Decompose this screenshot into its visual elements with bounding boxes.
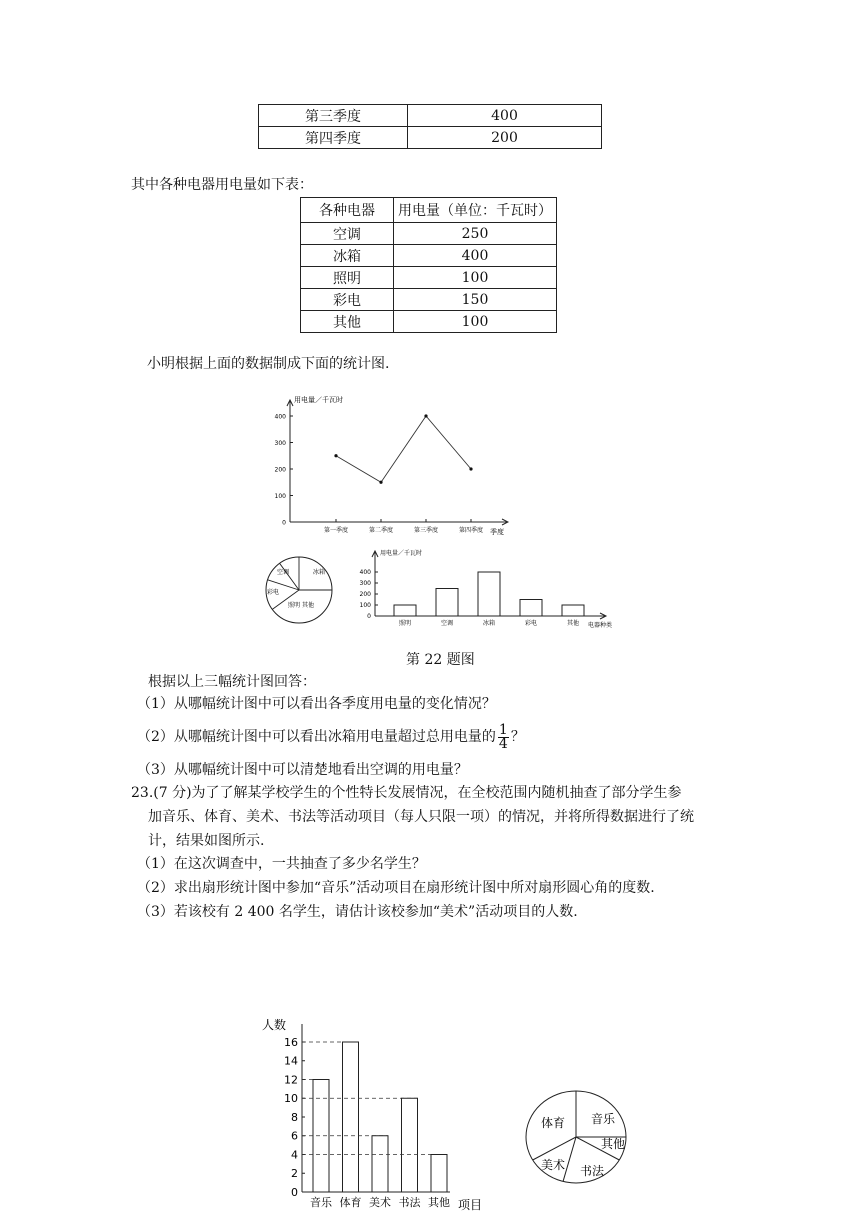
x-axis-label: 电器种类 bbox=[588, 622, 613, 629]
question-23-1: （1）在这次调查中，一共抽查了多少名学生？ bbox=[137, 856, 426, 872]
y-tick-label: 400 bbox=[359, 569, 371, 577]
table-cell: 100 bbox=[394, 311, 557, 333]
pie-slice-label: 空调 bbox=[276, 569, 290, 576]
table-cell: 100 bbox=[394, 267, 557, 289]
table-cell: 400 bbox=[394, 245, 557, 267]
x-tick-label: 照明 bbox=[398, 620, 412, 627]
y-axis-label: 人数 bbox=[262, 1018, 287, 1032]
data-point bbox=[334, 454, 337, 457]
pie-slice-label: 其他 bbox=[301, 602, 315, 609]
fraction-denominator: 4 bbox=[498, 735, 508, 752]
pie-slice-label: 其他 bbox=[600, 1137, 626, 1151]
appliance-bar-chart bbox=[350, 545, 620, 635]
y-tick-label: 100 bbox=[359, 602, 371, 610]
table-cell: 其他 bbox=[301, 311, 394, 333]
y-tick-label: 300 bbox=[274, 440, 286, 447]
pie-slice-label: 照明 bbox=[287, 602, 301, 609]
appliance-pie-chart bbox=[255, 552, 360, 627]
appliance-table bbox=[300, 197, 557, 333]
question-text: （2）从哪幅统计图中可以看出冰箱用电量超过总用电量的 bbox=[137, 729, 496, 745]
x-tick-label: 第四季度 bbox=[458, 527, 484, 534]
bar bbox=[394, 605, 416, 616]
question-23-text: 23.(7 分)为了了解某学校学生的个性特长发展情况，在全校范围内随机抽查了部分学生参 bbox=[131, 785, 682, 801]
table-header: 各种电器 bbox=[301, 198, 394, 223]
x-tick-label: 体育 bbox=[339, 1196, 362, 1209]
data-point bbox=[379, 481, 382, 484]
question-lead: 根据以上三幅统计图回答： bbox=[148, 674, 316, 690]
series-line bbox=[336, 416, 471, 482]
table-row bbox=[301, 311, 557, 333]
y-tick-label: 0 bbox=[282, 519, 286, 527]
question-23-text: 加音乐、体育、美术、书法等活动项目（每人只限一项）的情况，并将所得数据进行了统 bbox=[148, 809, 694, 825]
question-23-text: 计，结果如图所示. bbox=[148, 833, 265, 849]
pie-slice-edge bbox=[533, 1137, 576, 1160]
x-tick-label: 第三季度 bbox=[413, 527, 439, 534]
y-tick-label: 14 bbox=[284, 1054, 298, 1068]
y-tick-label: 100 bbox=[274, 493, 286, 500]
intro-text: 小明根据上面的数据制成下面的统计图. bbox=[147, 356, 390, 372]
table-row bbox=[301, 289, 557, 311]
x-tick-label: 其他 bbox=[566, 620, 580, 627]
fraction-numerator: 1 bbox=[498, 721, 508, 738]
x-tick-label: 第一季度 bbox=[323, 527, 349, 534]
x-axis-label: 季度 bbox=[490, 528, 504, 536]
y-axis-label: 用电量／千瓦时 bbox=[380, 550, 423, 557]
bar bbox=[436, 589, 458, 617]
y-tick-label: 0 bbox=[291, 1185, 298, 1199]
question-22-2 bbox=[137, 722, 525, 752]
quarterly-line-chart bbox=[260, 388, 520, 538]
table-cell: 200 bbox=[408, 127, 602, 149]
table-row bbox=[259, 105, 602, 127]
pie-slice-label: 美术 bbox=[540, 1158, 566, 1172]
quarter-table bbox=[258, 104, 602, 149]
y-axis-label: 用电量／千瓦时 bbox=[294, 396, 343, 404]
data-point bbox=[469, 467, 472, 470]
y-tick-label: 12 bbox=[284, 1073, 298, 1087]
x-tick-label: 冰箱 bbox=[482, 620, 496, 627]
y-tick-label: 4 bbox=[291, 1148, 298, 1162]
table-cell: 冰箱 bbox=[301, 245, 394, 267]
x-tick-label: 音乐 bbox=[310, 1196, 332, 1209]
intro-text: 其中各种电器用电量如下表： bbox=[131, 177, 313, 193]
bar bbox=[402, 1098, 418, 1192]
bar bbox=[478, 572, 500, 616]
table-row bbox=[301, 223, 557, 245]
x-tick-label: 美术 bbox=[369, 1196, 391, 1209]
table-cell: 第四季度 bbox=[259, 127, 408, 149]
table-row bbox=[301, 245, 557, 267]
figure-caption: 第 22 题图 bbox=[406, 652, 475, 668]
x-tick-label: 空调 bbox=[440, 620, 454, 627]
bar bbox=[431, 1155, 447, 1193]
x-tick-label: 第二季度 bbox=[368, 527, 394, 534]
y-tick-label: 300 bbox=[359, 580, 371, 588]
y-tick-label: 10 bbox=[284, 1092, 298, 1106]
question-23-2: （2）求出扇形统计图中参加“音乐”活动项目在扇形统计图中所对扇形圆心角的度数. bbox=[137, 880, 655, 896]
pie-slice-label: 彩电 bbox=[266, 589, 280, 596]
activity-bar-chart bbox=[250, 1010, 500, 1216]
table-header: 用电量（单位：千瓦时） bbox=[394, 198, 557, 223]
bar bbox=[520, 600, 542, 617]
pie-slice-edge bbox=[280, 563, 299, 590]
pie-slice-label: 体育 bbox=[540, 1116, 566, 1130]
question-22-3: （3）从哪幅统计图中可以清楚地看出空调的用电量？ bbox=[137, 762, 468, 778]
question-text: ？ bbox=[510, 729, 525, 745]
pie-slice-label: 书法 bbox=[579, 1164, 605, 1178]
y-tick-label: 200 bbox=[359, 591, 371, 599]
activity-pie-chart bbox=[515, 1085, 645, 1195]
table-cell: 第三季度 bbox=[259, 105, 408, 127]
y-tick-label: 0 bbox=[367, 613, 371, 621]
bar bbox=[372, 1136, 388, 1192]
bar bbox=[343, 1042, 359, 1192]
question-23-3: （3）若该校有 2 400 名学生，请估计该校参加“美术”活动项目的人数. bbox=[137, 904, 578, 920]
table-header-row bbox=[301, 198, 557, 223]
question-22-1: （1）从哪幅统计图中可以看出各季度用电量的变化情况？ bbox=[137, 696, 496, 712]
table-cell: 400 bbox=[408, 105, 602, 127]
table-cell: 照明 bbox=[301, 267, 394, 289]
data-point bbox=[424, 414, 427, 417]
table-cell: 彩电 bbox=[301, 289, 394, 311]
y-tick-label: 400 bbox=[274, 413, 286, 421]
y-tick-label: 16 bbox=[284, 1035, 298, 1049]
table-cell: 150 bbox=[394, 289, 557, 311]
table-row bbox=[259, 127, 602, 149]
table-cell: 250 bbox=[394, 223, 557, 245]
y-tick-label: 8 bbox=[291, 1110, 298, 1124]
pie-slice-label: 冰箱 bbox=[312, 569, 326, 576]
x-tick-label: 彩电 bbox=[524, 620, 538, 627]
fraction bbox=[498, 721, 509, 752]
y-tick-label: 6 bbox=[291, 1129, 298, 1143]
pie-slice-label: 音乐 bbox=[590, 1112, 616, 1126]
y-tick-label: 2 bbox=[291, 1167, 298, 1181]
table-cell: 空调 bbox=[301, 223, 394, 245]
y-tick-label: 200 bbox=[274, 466, 286, 474]
x-axis-label: 项目 bbox=[458, 1198, 483, 1212]
table-row bbox=[301, 267, 557, 289]
bar bbox=[562, 605, 584, 616]
x-tick-label: 书法 bbox=[398, 1196, 421, 1209]
x-tick-label: 其他 bbox=[428, 1196, 450, 1209]
